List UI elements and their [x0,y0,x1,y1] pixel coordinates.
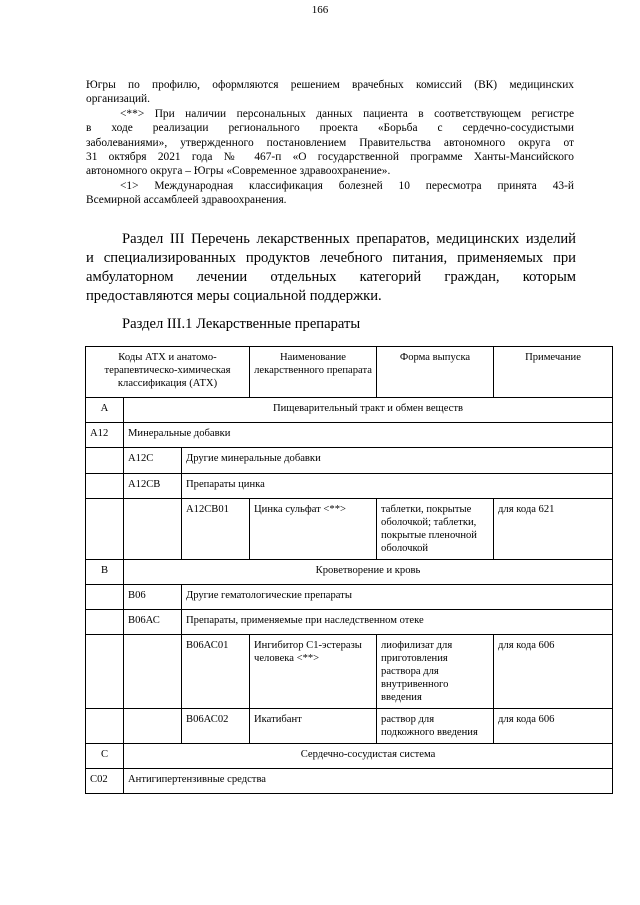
atc-code: С [86,744,124,769]
footnotes [86,78,574,208]
atc-code: В [86,560,124,585]
group-label: Другие минеральные добавки [182,448,613,474]
section-heading [86,230,576,306]
atc-code: А12СВ01 [182,499,250,560]
empty-cell [86,610,124,635]
empty-cell [86,585,124,610]
drug-name: Цинка сульфат <**> [250,499,377,560]
atc-code: А12 [86,423,124,448]
empty-cell [86,474,124,499]
note-line: <1> Международная классификация болезней 10 пересмотра принята 43-й [120,179,574,192]
group-label: Другие гематологические препараты [182,585,613,610]
empty-cell [86,635,124,709]
page-number: 166 [311,4,329,16]
table-row [86,474,613,499]
atc-code: В06АС01 [182,635,250,709]
note-line: Югры по профилю, оформляются решением врачебных комиссий (ВК) медицинских [86,79,574,91]
group-label: Минеральные добавки [124,423,613,448]
drug-note: для кода 606 [494,635,613,709]
group-label: Препараты цинка [182,474,613,499]
atc-code: В06АС02 [182,709,250,744]
section-line: Раздел III Перечень лекарственных препаратов, медицинских изделий [122,231,576,247]
note-line: организаций. [86,93,150,106]
atc-code: А [86,398,124,423]
atc-code: А12СВ [124,474,182,499]
atc-code: В06 [124,585,182,610]
table-row [86,398,613,423]
atc-code: В06АС [124,610,182,635]
empty-cell [124,635,182,709]
table-row [86,709,613,744]
group-label: Сердечно-сосудистая система [124,744,613,769]
group-label: Антигипертензивные средства [124,769,613,794]
drug-form: лиофилизат для приготовления раствора для внутривенного введения [377,635,494,709]
drug-form: раствор для подкожного введения [377,709,494,744]
table-row [86,585,613,610]
drug-name: Икатибант [250,709,377,744]
empty-cell [124,709,182,744]
table-row [86,423,613,448]
empty-cell [124,499,182,560]
table-header-row [86,347,613,398]
drug-note: для кода 621 [494,499,613,560]
table-row [86,448,613,474]
table-row [86,499,613,560]
subsection-title: Раздел III.1 Лекарственные препараты [122,316,361,332]
empty-cell [86,709,124,744]
table-row [86,769,613,794]
note-line: Всемирной ассамблеей здравоохранения. [86,194,287,207]
table-row [86,560,613,585]
group-label: Кроветворение и кровь [124,560,613,585]
empty-cell [86,448,124,474]
group-label: Пищеварительный тракт и обмен веществ [124,398,613,423]
atc-code: А12С [124,448,182,474]
header-name: Наименование лекарственного препарата [250,347,377,398]
section-line: амбулаторном лечении отдельных категорий граждан, которым [86,269,576,285]
drug-table [85,346,613,794]
note-line: 31 октября 2021 года № 467-п «О государственной программе Ханты-Мансийского [86,151,574,164]
header-atc: Коды АТХ и анатомо-терапевтическо-химическая классификация (АТХ) [86,347,250,398]
note-line: заболеваниями», утвержденного постановлением Правительства автономного округа от [86,136,574,149]
drug-form: таблетки, покрытые оболочкой; таблетки, покрытые пленочной оболочкой [377,499,494,560]
atc-code: С02 [86,769,124,794]
section-line: предоставляются меры социальной поддержки. [86,288,382,304]
table-row [86,610,613,635]
note-line: в ходе реализации регионального проекта «Борьба с сердечно-сосудистыми [86,122,574,135]
header-note: Примечание [494,347,613,398]
empty-cell [86,499,124,560]
drug-name: Ингибитор С1-эстеразы человека <**> [250,635,377,709]
drug-note: для кода 606 [494,709,613,744]
section-line: и специализированных продуктов лечебного питания, применяемых при [86,250,576,266]
table-row [86,744,613,769]
table-row [86,635,613,709]
note-line: <**> При наличии персональных данных пациента в соответствующем регистре [120,107,574,120]
group-label: Препараты, применяемые при наследственном отеке [182,610,613,635]
header-form: Форма выпуска [377,347,494,398]
note-line: автономного округа – Югры «Современное здравоохранение». [86,165,391,178]
